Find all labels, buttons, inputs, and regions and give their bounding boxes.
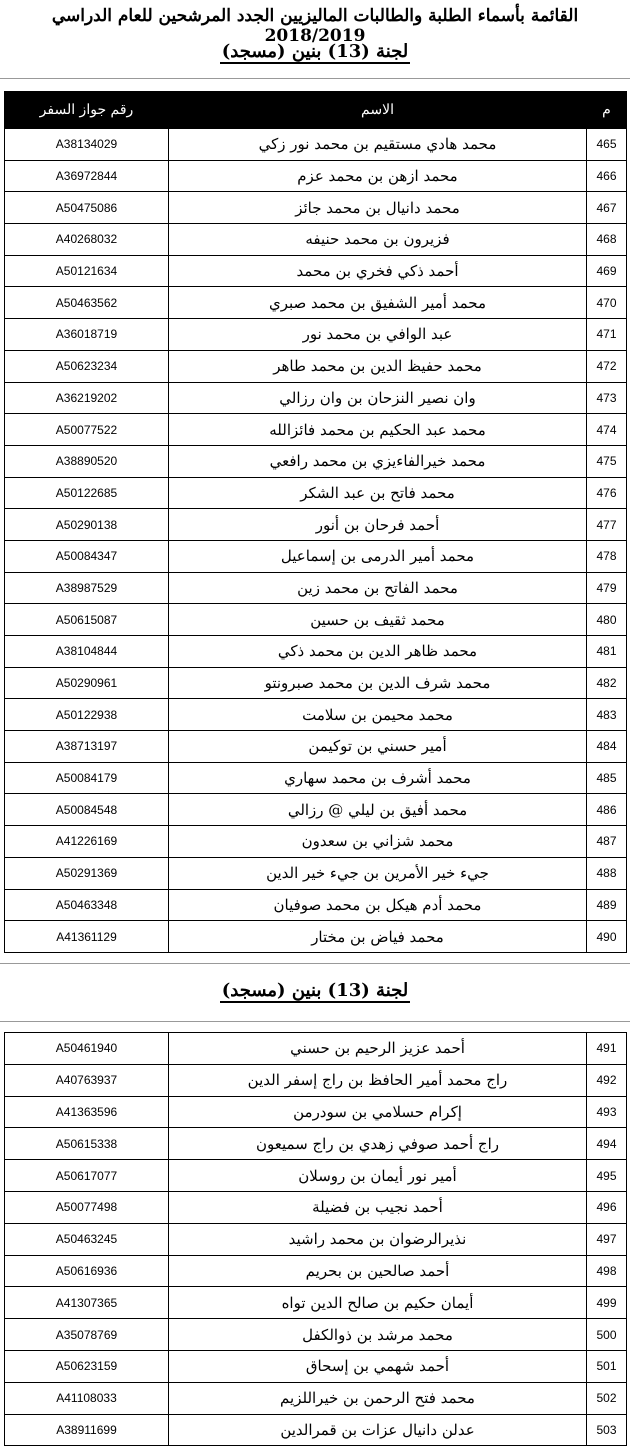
committee-heading: لجنة (13) بنين (مسجد) [221,41,409,62]
row-number: 482 [587,667,627,699]
passport-number: A38890520 [5,445,169,477]
passport-number: A50475086 [5,192,169,224]
passport-number: A50623159 [5,1350,169,1382]
row-number: 497 [587,1223,627,1255]
student-name: وان نصير النزحان بن وان رزالي [169,382,587,414]
row-number: 477 [587,509,627,541]
students-table [4,1032,627,1446]
student-name: أيمان حكيم بن صالح الدين تواه [169,1287,587,1319]
passport-number: A50084179 [5,762,169,794]
table-row [5,287,627,319]
student-name: عبد الوافي بن محمد نور [169,319,587,351]
passport-number: A36018719 [5,319,169,351]
row-number: 491 [587,1033,627,1065]
passport-number: A50077522 [5,414,169,446]
divider [0,963,630,964]
passport-number: A41226169 [5,826,169,858]
student-name: محمد مرشد بن ذوالكفل [169,1319,587,1351]
student-name: محمد الفاتح بن محمد زين [169,572,587,604]
table-row [5,445,627,477]
student-name: محمد دانيال بن محمد جائز [169,192,587,224]
table-row [5,192,627,224]
table-row [5,857,627,889]
table-row [5,604,627,636]
table-row [5,1414,627,1446]
student-name: محمد أمير الدرمى بن إسماعيل [169,540,587,572]
passport-number: A36972844 [5,160,169,192]
student-name: أحمد شهمي بن إسحاق [169,1350,587,1382]
row-number: 481 [587,636,627,668]
passport-number: A36219202 [5,382,169,414]
row-number: 485 [587,762,627,794]
row-number: 489 [587,889,627,921]
table-row [5,826,627,858]
passport-number: A50077498 [5,1191,169,1223]
passport-number: A50122685 [5,477,169,509]
row-number: 472 [587,350,627,382]
row-number: 495 [587,1160,627,1192]
student-name: جيء خير الأمرين بن جيء خير الدين [169,857,587,889]
committee-heading: لجنة (13) بنين (مسجد) [221,980,409,1001]
table-row [5,509,627,541]
table-row [5,1382,627,1414]
passport-number: A38987529 [5,572,169,604]
passport-number: A40763937 [5,1064,169,1096]
table-row [5,667,627,699]
student-name: محمد هادي مستقيم بن محمد نور زكي [169,129,587,161]
row-number: 502 [587,1382,627,1414]
table-row [5,1160,627,1192]
student-name: محمد خيرالفاءيزي بن محمد رافعي [169,445,587,477]
table-row [5,255,627,287]
table-row [5,540,627,572]
passport-number: A50291369 [5,857,169,889]
row-number: 490 [587,921,627,953]
student-name: محمد فتح الرحمن بن خيراللزيم [169,1382,587,1414]
row-number: 479 [587,572,627,604]
student-name: محمد فاتح بن عبد الشكر [169,477,587,509]
table-row [5,1191,627,1223]
passport-number: A50463348 [5,889,169,921]
row-number: 498 [587,1255,627,1287]
row-number: 484 [587,731,627,763]
student-name: محمد فياض بن مختار [169,921,587,953]
student-name: محمد ظاهر الدين بن محمد ذكي [169,636,587,668]
row-number: 501 [587,1350,627,1382]
row-number: 476 [587,477,627,509]
student-name: محمد حفيظ الدين بن محمد طاهر [169,350,587,382]
row-number: 486 [587,794,627,826]
student-name: محمد عبد الحكيم بن محمد فائزالله [169,414,587,446]
student-name: محمد أمير الشفيق بن محمد صبري [169,287,587,319]
student-name: راج محمد أمير الحافظ بن راج إسفر الدين [169,1064,587,1096]
row-number: 469 [587,255,627,287]
row-number: 494 [587,1128,627,1160]
row-number: 475 [587,445,627,477]
student-name: محمد شرف الدين بن محمد صبرونتو [169,667,587,699]
student-name: محمد أشرف بن محمد سهاري [169,762,587,794]
passport-number: A50623234 [5,350,169,382]
divider [0,78,630,79]
row-number: 503 [587,1414,627,1446]
student-name: أحمد عزيز الرحيم بن حسني [169,1033,587,1065]
row-number: 465 [587,129,627,161]
passport-number: A38104844 [5,636,169,668]
row-number: 493 [587,1096,627,1128]
passport-number: A50615087 [5,604,169,636]
table-row [5,1223,627,1255]
table-row [5,1319,627,1351]
row-number: 487 [587,826,627,858]
table-row [5,350,627,382]
passport-number: A50463562 [5,287,169,319]
student-name: محمد ثقيف بن حسين [169,604,587,636]
passport-number: A38134029 [5,129,169,161]
row-number: 478 [587,540,627,572]
student-name: عدلن دانيال عزات بن قمرالدين [169,1414,587,1446]
passport-number: A35078769 [5,1319,169,1351]
student-name: فزيرون بن محمد حنيفه [169,224,587,256]
column-header-passport: رقم جواز السفر [5,92,169,129]
student-name: أمير نور أيمان بن روسلان [169,1160,587,1192]
passport-number: A50616936 [5,1255,169,1287]
table-row [5,1287,627,1319]
student-name: محمد أفيق بن ليلي @ رزالي [169,794,587,826]
table-row [5,129,627,161]
row-number: 499 [587,1287,627,1319]
table-row [5,319,627,351]
student-name: أحمد ذكي فخري بن محمد [169,255,587,287]
passport-number: A41361129 [5,921,169,953]
divider [0,1021,630,1022]
row-number: 480 [587,604,627,636]
student-name: أحمد فرحان بن أنور [169,509,587,541]
row-number: 483 [587,699,627,731]
column-header-name: الاسم [169,92,587,129]
student-name: أحمد نجيب بن فضيلة [169,1191,587,1223]
row-number: 500 [587,1319,627,1351]
student-name: محمد محيمن بن سلامت [169,699,587,731]
passport-number: A50617077 [5,1160,169,1192]
row-number: 468 [587,224,627,256]
passport-number: A50121634 [5,255,169,287]
table-row [5,382,627,414]
student-name: محمد ازهن بن محمد عزم [169,160,587,192]
row-number: 471 [587,319,627,351]
row-number: 488 [587,857,627,889]
student-name: نذيرالرضوان بن محمد راشيد [169,1223,587,1255]
document-title: القائمة بأسماء الطلبة والطالبات الماليزيين الجدد المرشحين للعام الدراسي 2018/2019 [51,6,579,46]
students-table [4,91,627,953]
student-name: إكرام حسلامي بن سودرمن [169,1096,587,1128]
row-number: 496 [587,1191,627,1223]
table-row [5,572,627,604]
passport-number: A40268032 [5,224,169,256]
passport-number: A50290138 [5,509,169,541]
table-row [5,699,627,731]
passport-number: A50290961 [5,667,169,699]
table-row [5,1350,627,1382]
passport-number: A50084347 [5,540,169,572]
student-name: أمير حسني بن توكيمن [169,731,587,763]
table-header-row [5,92,627,129]
table-row [5,224,627,256]
passport-number: A38911699 [5,1414,169,1446]
column-header-number: م [587,92,627,129]
passport-number: A41307365 [5,1287,169,1319]
table-row [5,1033,627,1065]
table-row [5,414,627,446]
student-name: أحمد صالحين بن بحريم [169,1255,587,1287]
table-row [5,477,627,509]
passport-number: A41108033 [5,1382,169,1414]
passport-number: A38713197 [5,731,169,763]
passport-number: A50461940 [5,1033,169,1065]
table-row [5,921,627,953]
row-number: 470 [587,287,627,319]
table-row [5,160,627,192]
student-name: محمد أدم هيكل بن محمد صوفيان [169,889,587,921]
table-row [5,794,627,826]
row-number: 473 [587,382,627,414]
row-number: 474 [587,414,627,446]
table-row [5,731,627,763]
table-row [5,889,627,921]
passport-number: A50084548 [5,794,169,826]
table-row [5,1128,627,1160]
passport-number: A50463245 [5,1223,169,1255]
passport-number: A50615338 [5,1128,169,1160]
student-name: محمد شزاني بن سعدون [169,826,587,858]
passport-number: A41363596 [5,1096,169,1128]
table-row [5,762,627,794]
table-row [5,1255,627,1287]
row-number: 466 [587,160,627,192]
table-row [5,636,627,668]
row-number: 467 [587,192,627,224]
passport-number: A50122938 [5,699,169,731]
table-row [5,1096,627,1128]
table-row [5,1064,627,1096]
row-number: 492 [587,1064,627,1096]
student-name: راج أحمد صوفي زهدي بن راج سميعون [169,1128,587,1160]
